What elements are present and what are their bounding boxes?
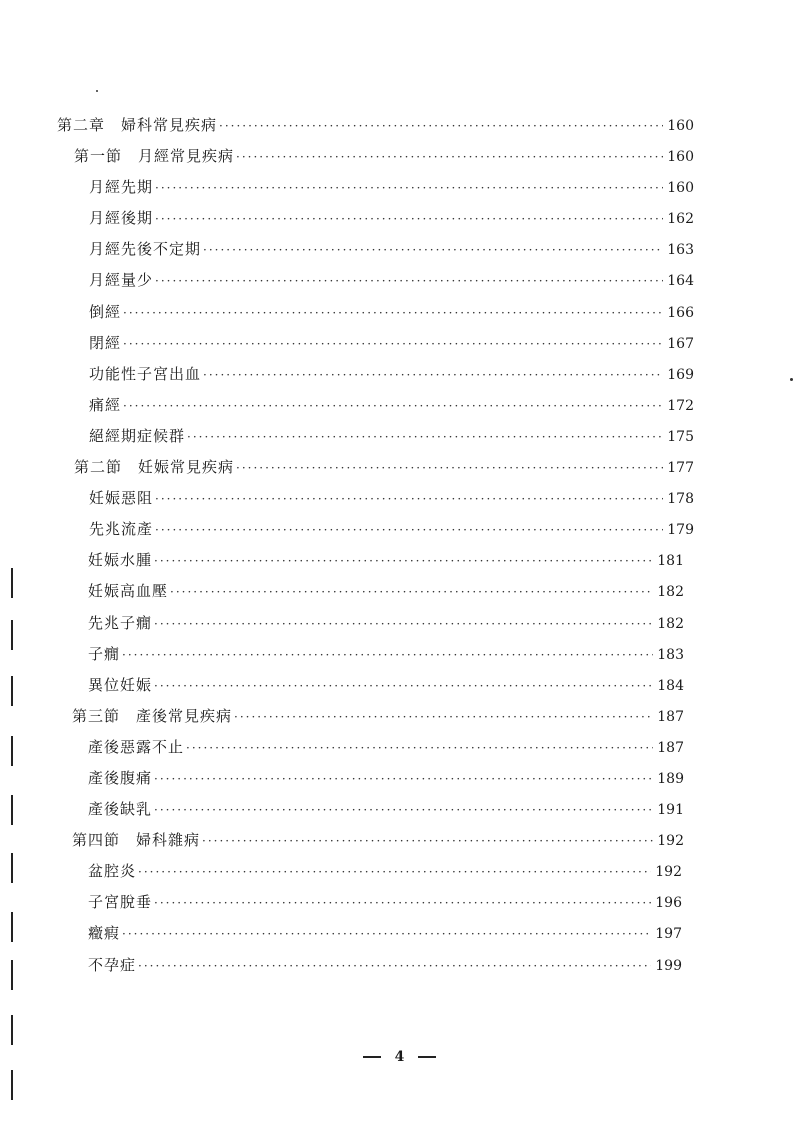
toc-leader xyxy=(155,173,663,204)
toc-entry-title: 月經量少 xyxy=(89,271,154,290)
toc-entry xyxy=(0,608,799,639)
toc-entry xyxy=(0,701,799,732)
toc-entry-page: 199 xyxy=(655,957,682,974)
toc-entry-title: 第三節 產後常見疾病 xyxy=(72,706,233,725)
toc-entry-title: 妊娠水腫 xyxy=(88,551,153,570)
toc-leader xyxy=(154,764,653,795)
toc-entry-title: 產後缺乳 xyxy=(88,800,153,819)
scan-speck xyxy=(96,90,98,92)
toc-leader xyxy=(236,142,663,173)
toc-entry-page: 182 xyxy=(657,584,684,601)
scan-margin-mark xyxy=(11,960,13,990)
toc-entry xyxy=(0,234,799,265)
scan-margin-mark xyxy=(11,853,13,883)
toc-leader xyxy=(154,546,653,577)
scan-margin-mark xyxy=(11,1015,13,1045)
footer-dash-right xyxy=(418,1056,436,1058)
toc-entry-page: 184 xyxy=(657,677,684,694)
toc-leader xyxy=(170,577,653,608)
toc-leader xyxy=(186,733,653,764)
toc-entry-title: 產後腹痛 xyxy=(88,768,153,787)
toc-leader xyxy=(203,360,663,391)
toc-leader xyxy=(155,484,663,515)
toc-entry-page: 177 xyxy=(667,460,694,477)
footer-dash-left xyxy=(363,1056,381,1058)
toc-entry-page: 183 xyxy=(657,646,684,663)
toc-entry-title: 不孕症 xyxy=(88,955,137,974)
toc-entry-title: 絕經期症候群 xyxy=(89,426,186,445)
toc-leader xyxy=(155,515,663,546)
toc-leader xyxy=(202,826,653,857)
toc-entry-title: 先兆子癇 xyxy=(88,613,153,632)
toc-entry-title: 閉經 xyxy=(89,333,122,352)
toc-entry-page: 167 xyxy=(667,335,694,352)
toc-entry xyxy=(0,483,799,514)
table-of-contents xyxy=(0,110,799,981)
toc-entry-page: 160 xyxy=(667,180,694,197)
toc-leader xyxy=(122,919,651,950)
toc-entry-page: 187 xyxy=(657,708,684,725)
toc-entry-page: 166 xyxy=(667,304,694,321)
toc-leader xyxy=(187,422,663,453)
toc-entry-title: 第一節 月經常見疾病 xyxy=(74,147,235,166)
scan-speck xyxy=(790,378,793,381)
toc-entry xyxy=(0,763,799,794)
toc-entry-page: 175 xyxy=(667,428,694,445)
toc-entry xyxy=(0,172,799,203)
toc-entry-title: 月經後期 xyxy=(89,209,154,228)
toc-entry-title: 月經先後不定期 xyxy=(89,240,202,259)
toc-entry xyxy=(0,639,799,670)
toc-leader xyxy=(203,235,663,266)
toc-entry xyxy=(0,732,799,763)
toc-entry-title: 第二節 妊娠常見疾病 xyxy=(74,458,235,477)
toc-leader xyxy=(138,857,651,888)
toc-leader xyxy=(154,609,653,640)
toc-leader xyxy=(123,329,663,360)
toc-entry xyxy=(0,297,799,328)
scan-margin-mark xyxy=(11,676,13,706)
toc-entry-page: 179 xyxy=(667,522,694,539)
toc-entry-title: 先兆流產 xyxy=(89,520,154,539)
toc-leader xyxy=(155,266,663,297)
toc-leader xyxy=(234,702,653,733)
toc-entry-title: 妊娠高血壓 xyxy=(88,582,169,601)
toc-leader xyxy=(219,111,663,142)
toc-entry-page: 181 xyxy=(657,553,684,570)
toc-leader xyxy=(138,951,651,982)
toc-entry-page: 178 xyxy=(667,491,694,508)
toc-entry-page: 196 xyxy=(655,895,682,912)
toc-entry-page: 197 xyxy=(655,926,682,943)
toc-entry-page: 182 xyxy=(657,615,684,632)
toc-entry-title: 癥瘕 xyxy=(88,924,121,943)
toc-entry-page: 162 xyxy=(667,211,694,228)
toc-entry xyxy=(0,203,799,234)
scan-margin-mark xyxy=(11,620,13,650)
scan-margin-mark xyxy=(11,795,13,825)
toc-entry-title: 第四節 婦科雜病 xyxy=(72,831,201,850)
toc-entry xyxy=(0,918,799,949)
toc-leader xyxy=(154,795,653,826)
toc-entry-page: 191 xyxy=(657,802,684,819)
toc-entry xyxy=(0,950,799,981)
toc-entry-title: 痛經 xyxy=(89,395,122,414)
toc-entry-title: 功能性子宮出血 xyxy=(89,364,202,383)
toc-entry xyxy=(0,887,799,918)
toc-leader xyxy=(122,640,653,671)
toc-entry xyxy=(0,794,799,825)
toc-entry-title: 盆腔炎 xyxy=(88,862,137,881)
toc-entry-title: 子癇 xyxy=(88,644,121,663)
toc-entry-title: 月經先期 xyxy=(89,178,154,197)
toc-entry xyxy=(0,576,799,607)
scan-margin-mark xyxy=(11,912,13,942)
page-number: 4 xyxy=(394,1049,405,1065)
toc-entry xyxy=(0,359,799,390)
toc-entry xyxy=(0,670,799,701)
toc-leader xyxy=(154,888,651,919)
toc-entry xyxy=(0,141,799,172)
toc-entry-page: 192 xyxy=(657,833,684,850)
toc-entry xyxy=(0,545,799,576)
toc-entry-page: 172 xyxy=(667,397,694,414)
toc-entry xyxy=(0,390,799,421)
scan-margin-mark xyxy=(11,568,13,598)
toc-leader xyxy=(123,391,663,422)
toc-entry-title: 妊娠惡阻 xyxy=(89,489,154,508)
toc-leader xyxy=(123,298,663,329)
toc-leader xyxy=(155,204,663,235)
toc-entry-title: 異位妊娠 xyxy=(88,675,153,694)
toc-leader xyxy=(154,671,653,702)
toc-leader xyxy=(236,453,663,484)
toc-entry-title: 第二章 婦科常見疾病 xyxy=(57,116,218,134)
toc-entry xyxy=(0,514,799,545)
scan-margin-mark xyxy=(11,1070,13,1100)
toc-entry-page: 187 xyxy=(657,739,684,756)
toc-entry xyxy=(0,825,799,856)
toc-entry-page: 163 xyxy=(667,242,694,259)
toc-entry-page: 189 xyxy=(657,770,684,787)
page-footer xyxy=(0,1049,799,1065)
toc-entry xyxy=(0,421,799,452)
scan-margin-mark xyxy=(11,736,13,766)
toc-entry-title: 子宮脫垂 xyxy=(88,893,153,912)
toc-entry-page: 169 xyxy=(667,366,694,383)
toc-entry-title: 產後惡露不止 xyxy=(88,737,185,756)
toc-entry-title: 倒經 xyxy=(89,302,122,321)
toc-entry-page: 192 xyxy=(655,864,682,881)
toc-entry xyxy=(0,856,799,887)
toc-entry-page: 160 xyxy=(667,118,694,134)
toc-entry-page: 160 xyxy=(667,149,694,166)
toc-entry xyxy=(0,328,799,359)
toc-entry xyxy=(0,265,799,296)
toc-entry xyxy=(0,110,799,141)
toc-entry-page: 164 xyxy=(667,273,694,290)
toc-entry xyxy=(0,452,799,483)
